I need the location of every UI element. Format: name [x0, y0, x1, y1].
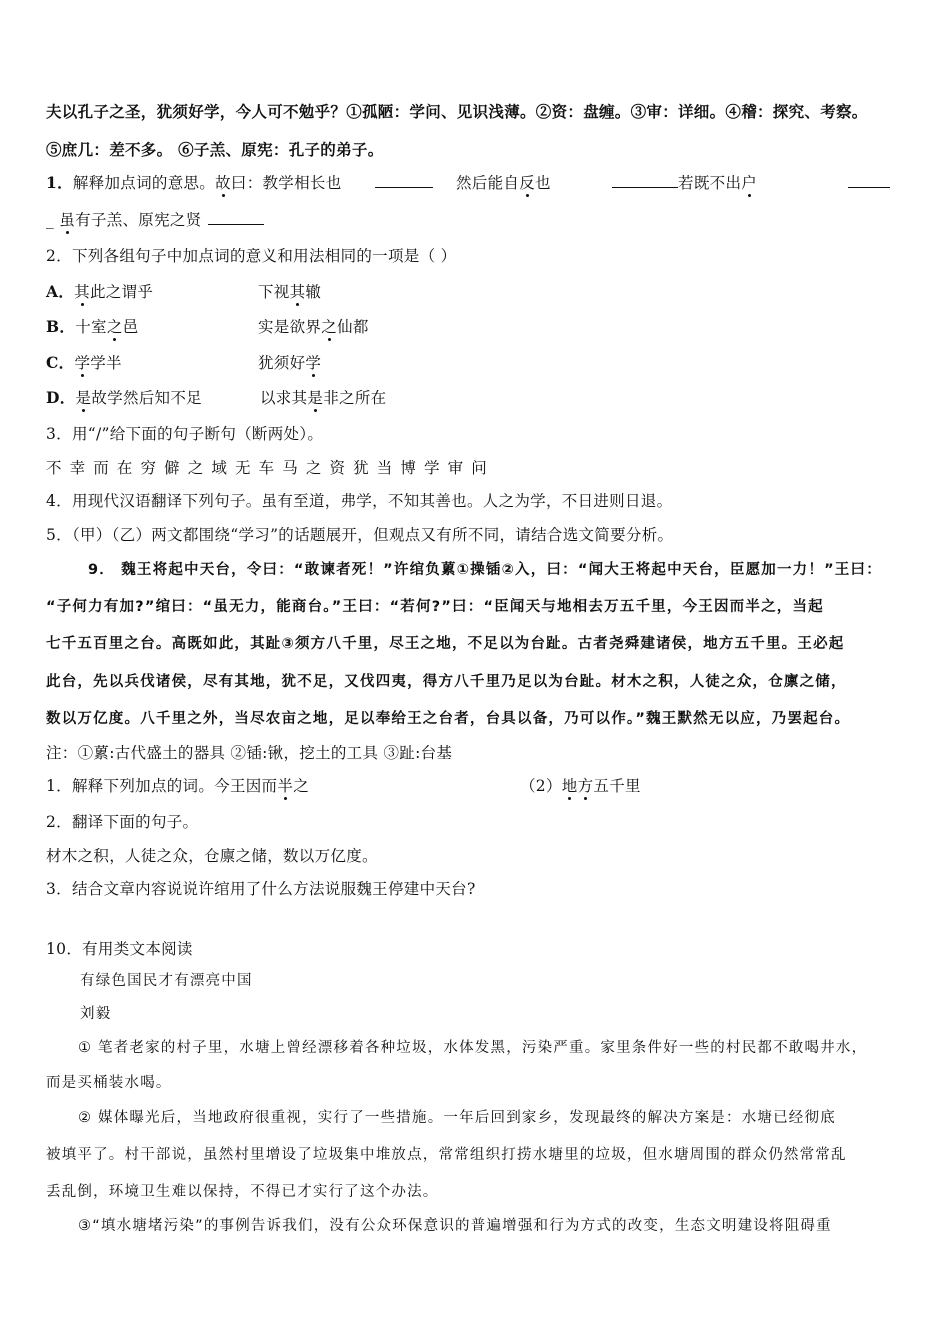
s9-para-1: 9． 魏王将起中天台，令曰：“敢谏者死！”许绾负蔂①操锸②入，曰：“闻大王将起中天台，臣愿加一力！”王曰：	[88, 562, 882, 578]
q8-1-word-1-rest: 曰：教学相长也	[230, 174, 342, 192]
option-b	[46, 317, 138, 337]
s9-q1-tail: 之	[293, 777, 309, 795]
option-d-right-pre: 以求其	[260, 389, 308, 407]
q8-1-line2-lead: _	[46, 211, 60, 229]
notes-line-1: 夫以孔子之圣，犹须好学，今人可不勉乎？①孤陋：学问、见识浅薄。②资：盘缠。③审：详细。④稽：探究、考察。	[46, 102, 868, 121]
option-d-right-post: 非之所在	[323, 389, 387, 407]
answer-blank-2[interactable]	[612, 173, 678, 188]
option-b-right-dotted: 之	[321, 318, 338, 336]
s10-para-3a: ③“填水塘堵污染”的事例告诉我们，没有公众环保意识的普遍增强和行为方式的改变，生态文明建设将阻碍重	[78, 1218, 832, 1234]
option-b-left-dotted: 之	[106, 318, 123, 336]
option-c-left: 学半	[90, 354, 122, 372]
option-a-label: A．	[46, 282, 75, 301]
notes-line-2: ⑤庶几：差不多。 ⑥子羔、原宪：孔子的弟子。	[46, 140, 384, 159]
q8-2	[46, 246, 456, 266]
q8-1-word-2-pre: 然后能自	[455, 174, 520, 192]
q8-4: 4．用现代汉语翻译下列句子。虽有至道，弗学，不知其善也。人之为学，不日进则日退。	[46, 492, 673, 510]
option-a-left: 此之谓乎	[89, 283, 154, 301]
option-d-right-dotted: 是	[307, 389, 324, 407]
option-d-right	[260, 388, 386, 408]
q8-1-prefix: 1．	[46, 173, 73, 192]
option-b-right	[258, 317, 369, 337]
option-b-label: B．	[46, 317, 76, 336]
s9-note: 注：①蔂:古代盛土的器具 ②锸:锹，挖土的工具 ③趾:台基	[46, 744, 453, 762]
q8-1-instruction: 解释加点词的意思。	[72, 174, 216, 192]
q8-1-line	[46, 173, 890, 193]
s9-q1-stem: 1．解释下列加点的词。今王因而	[46, 777, 278, 795]
q8-2-stem: 2．下列各组句子中加点词的意义和用法	[46, 247, 325, 265]
option-b-left-post: 邑	[122, 318, 139, 336]
option-a-right-pre: 下视	[258, 283, 290, 301]
s9-q1-dotted-1: 半	[277, 777, 294, 795]
q8-1-word-4-rest: 有子羔、原宪之贤	[75, 211, 202, 229]
option-d-left: 故学然后知不足	[91, 389, 202, 407]
s9-q2: 2．翻译下面的句子。	[46, 813, 199, 831]
q8-1-word-2-dotted: 反	[519, 174, 535, 192]
s10-author: 刘毅	[80, 1006, 112, 1022]
q8-1-word-3-dotted: 户	[741, 174, 758, 192]
option-c-right-pre: 犹须好	[258, 354, 306, 372]
option-a	[46, 282, 153, 302]
s10-para-2c: 丢乱倒，环境卫生难以保持，不得已才实行了这个办法。	[46, 1184, 439, 1200]
option-d-left-dotted: 是	[75, 389, 92, 407]
q8-1-line-2	[46, 210, 264, 230]
answer-blank-3[interactable]	[848, 173, 890, 188]
option-a-right-dotted: 其	[289, 283, 306, 301]
s9-q2-sentence: 材木之积，人徒之众，仓廪之储，数以万亿度。	[46, 847, 378, 865]
s9-para-2: “子何力有加?”绾曰：“虽无力，能商台。”王曰：“若何?”曰：“臣闻天与地相去万五千里，今王因而半之，当起	[46, 599, 824, 615]
s10-para-1b: 而是买桶装水喝。	[46, 1075, 172, 1091]
s10-para-2b: 被填平了。村干部说，虽然村里增设了垃圾集中堆放点，常常组织打捞水塘里的垃圾，但水塘周围的群众仍然常常乱	[46, 1147, 847, 1163]
option-c-label: C．	[46, 353, 75, 372]
q8-3: 3．用“/”给下面的句子断句（断两处）。	[46, 425, 324, 443]
q8-3-sentence: 不 幸 而 在 穷 僻 之 域 无 车 马 之 资 犹 当 博 学 审 问	[46, 459, 489, 477]
s10-title: 有绿色国民才有漂亮中国	[80, 973, 253, 989]
answer-blank-4[interactable]	[208, 210, 264, 225]
s9-q1-part2-label: （2）	[520, 777, 562, 795]
q8-1-word-2-post: 也	[535, 174, 551, 192]
option-c	[46, 353, 122, 373]
option-d	[46, 388, 202, 408]
q8-5: 5．（甲）（乙）两文都围绕“学习”的话题展开，但观点又有所不同，请结合选文简要分析。	[46, 526, 674, 544]
s9-q1-dotted-2: 地	[561, 777, 578, 795]
q8-2-keyword: 相同	[324, 247, 357, 265]
s9-para-3: 七千五百里之台。高既如此，其趾③须方八千里，尽王之地，不足以为台趾。古者尧舜建诸侯，地方五千里。王必起	[46, 636, 845, 652]
option-d-label: D．	[46, 388, 76, 407]
option-c-left-dotted: 学	[74, 354, 91, 372]
s10-heading: 10．有用类文本阅读	[46, 940, 193, 958]
s9-q1-dotted-3: 方	[577, 777, 594, 795]
s9-q1	[46, 776, 309, 796]
option-c-right-dotted: 学	[305, 354, 322, 372]
s9-q3: 3．结合文章内容说说许绾用了什么方法说服魏王停建中天台?	[46, 880, 476, 898]
s10-para-2a: ② 媒体曝光后，当地政府很重视，实行了一些措施。一年后回到家乡，发现最终的解决方案是：水塘已经彻底	[78, 1110, 836, 1126]
option-a-right	[258, 282, 321, 302]
s9-para-5: 数以万亿度。八千里之外，当尽农亩之地，足以奉给王之台者，台具以备，乃可以作。”魏王默然无以应，乃罢起台。	[46, 711, 851, 727]
q8-1-word-1-dotted: 故	[215, 174, 231, 192]
s9-para-4: 此台，先以兵伐诸侯，尽有其地，犹不足，又伐四夷，得方八千里乃足以为台趾。材木之积，人徒之众，仓廪之储，	[46, 674, 847, 690]
option-c-right	[258, 353, 321, 373]
option-b-right-pre: 实是欲界	[258, 318, 322, 336]
answer-blank-1[interactable]	[375, 173, 433, 188]
q8-1-word-3-pre: 若既不出	[678, 174, 742, 192]
option-a-left-dotted: 其	[74, 283, 90, 301]
q8-1-word-4-dotted: 虽	[59, 211, 76, 229]
option-a-right-post: 辙	[305, 283, 322, 301]
s9-q1-part2-tail: 五千里	[593, 777, 641, 795]
q8-2-tail: 的一项是（ ）	[356, 247, 457, 265]
option-b-left-pre: 十室	[75, 318, 107, 336]
s10-para-1a: ① 笔者老家的村子里，水塘上曾经漂移着各种垃圾，水体发黑，污染严重。家里条件好一些的村民都不敢喝井水，	[78, 1040, 868, 1056]
option-b-right-post: 仙都	[337, 318, 369, 336]
s9-q1-part2	[520, 776, 641, 796]
